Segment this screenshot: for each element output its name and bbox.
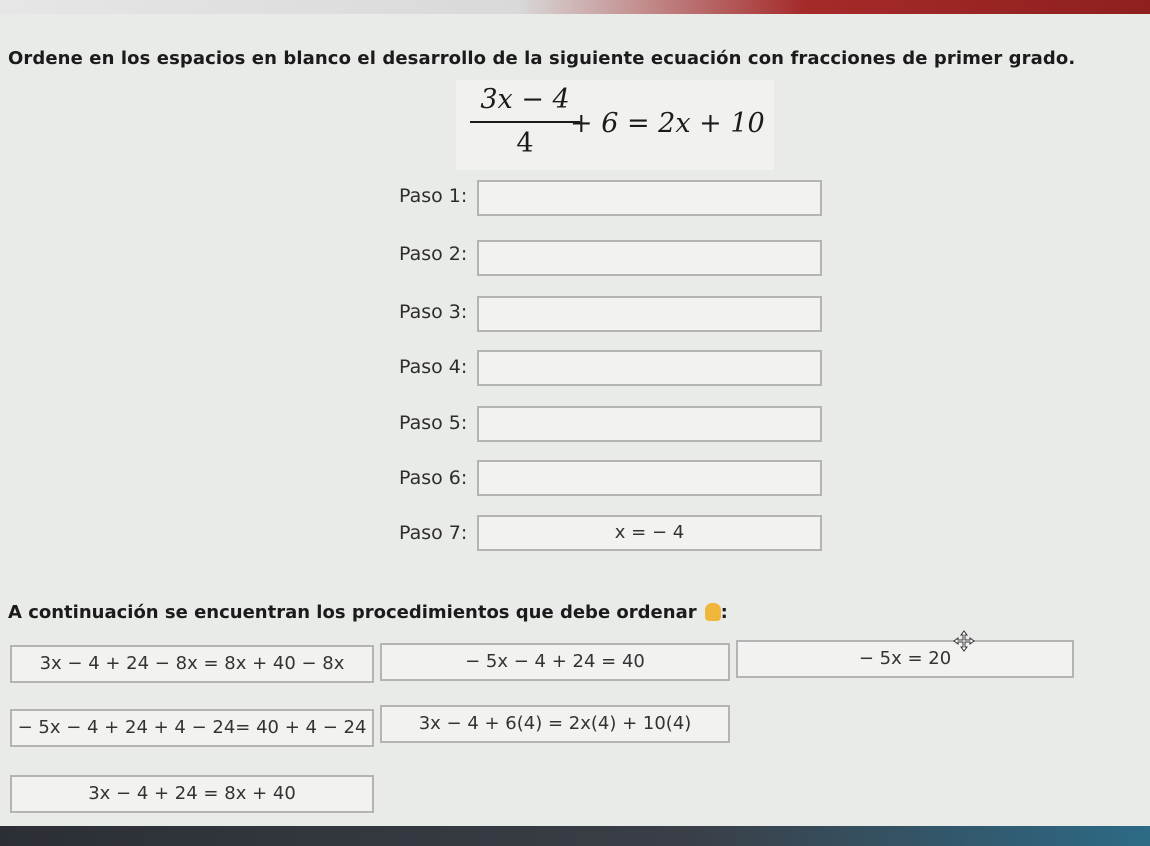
step-drop-slot-2[interactable] <box>477 240 822 276</box>
step-label-1: Paso 1: <box>399 185 468 207</box>
taskbar-strip <box>0 826 1150 846</box>
step-label-4: Paso 4: <box>399 356 468 378</box>
option-card-4[interactable]: − 5x − 4 + 24 + 4 − 24= 40 + 4 − 24 <box>10 709 374 747</box>
move-cursor-icon <box>953 630 975 652</box>
option-card-5[interactable]: 3x − 4 + 6(4) = 2x(4) + 10(4) <box>380 705 730 743</box>
step-label-7: Paso 7: <box>399 522 468 544</box>
top-bar <box>0 0 1150 14</box>
option-card-1[interactable]: 3x − 4 + 24 − 8x = 8x + 40 − 8x <box>10 645 374 683</box>
equation-rest: + 6 = 2x + 10 <box>570 108 765 139</box>
fraction-bar <box>470 121 580 123</box>
step-label-6: Paso 6: <box>399 467 468 489</box>
option-card-6[interactable]: 3x − 4 + 24 = 8x + 40 <box>10 775 374 813</box>
page-title: Ordene en los espacios en blanco el desarrollo de la siguiente ecuación con fracciones de primer grado. <box>8 48 1076 69</box>
instructions-text <box>8 602 728 623</box>
equation <box>456 80 774 170</box>
instructions-suffix: : <box>720 602 728 623</box>
hand-pointer-icon <box>705 603 721 621</box>
instructions-label: A continuación se encuentran los procedimientos que debe ordenar <box>8 602 697 623</box>
step-drop-slot-6[interactable] <box>477 460 822 496</box>
step-drop-slot-3[interactable] <box>477 296 822 332</box>
step-label-2: Paso 2: <box>399 243 468 265</box>
option-card-2[interactable]: − 5x − 4 + 24 = 40 <box>380 643 730 681</box>
equation-denominator: 4 <box>516 128 534 159</box>
equation-fraction <box>470 82 580 162</box>
option-card-3[interactable]: − 5x = 20 <box>736 640 1074 678</box>
step-drop-slot-4[interactable] <box>477 350 822 386</box>
equation-numerator: 3x − 4 <box>480 84 570 115</box>
step-drop-slot-7[interactable]: x = − 4 <box>477 515 822 551</box>
step-label-5: Paso 5: <box>399 412 468 434</box>
step-label-3: Paso 3: <box>399 301 468 323</box>
step-drop-slot-5[interactable] <box>477 406 822 442</box>
step-drop-slot-1[interactable] <box>477 180 822 216</box>
